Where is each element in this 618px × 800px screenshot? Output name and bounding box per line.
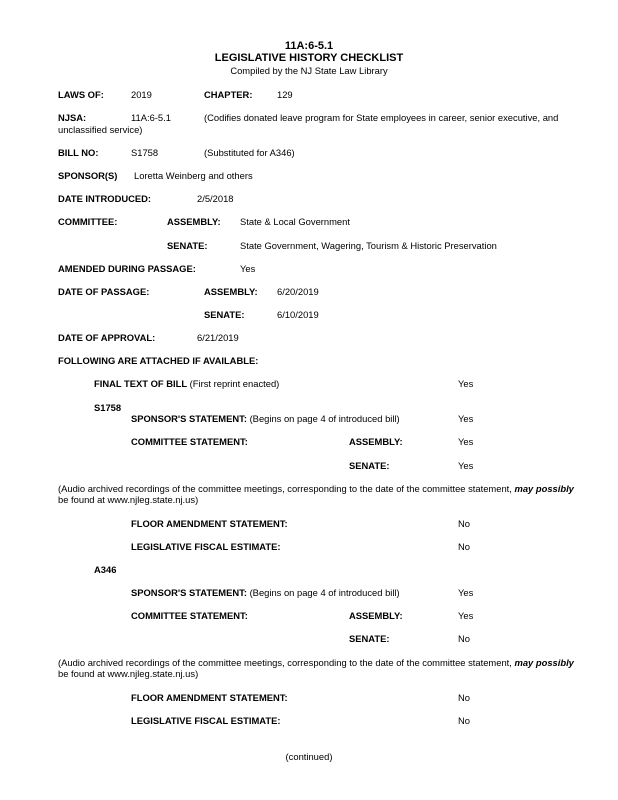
s1758-sponsor-statement [131,413,400,424]
final-text-row [94,378,279,389]
audio-note-text: (Audio archived recordings of the committee meetings, corresponding to the date of the committee statement, [58,483,515,494]
s1758-fiscal-value: No [458,541,470,552]
njsa-description: (Codifies donated leave program for State employees in career, senior executive, and [204,112,559,123]
njsa-value: 11A:6-5.1 [131,112,171,123]
date-introduced-label: DATE INTRODUCED: [58,193,152,204]
passage-senate-label: SENATE: [204,309,245,320]
a346-sponsor-label: SPONSOR'S STATEMENT: [131,587,247,598]
a346-fiscal-label: LEGISLATIVE FISCAL ESTIMATE: [131,715,281,726]
a346-senate-value: No [458,633,470,644]
njsa-label: NJSA: [58,112,87,123]
a346-sponsor-note: (Begins on page 4 of introduced bill) [249,587,400,598]
final-text-label: FINAL TEXT OF BILL [94,378,188,389]
a346-heading: A346 [94,564,117,575]
passage-senate-value: 6/10/2019 [277,309,319,320]
chapter-value: 129 [277,89,293,100]
audio-note-second-link-text: be found at www.njleg.state.nj.us) [58,668,199,680]
bill-no-label: BILL NO: [58,147,99,158]
laws-of-label: LAWS OF: [58,89,104,100]
a346-floor-label: FLOOR AMENDMENT STATEMENT: [131,692,288,703]
s1758-sponsor-value: Yes [458,413,474,424]
a346-assembly-value: Yes [458,610,474,621]
s1758-senate-value: Yes [458,460,474,471]
approval-label: DATE OF APPROVAL: [58,332,156,343]
date-introduced-value: 2/5/2018 [197,193,234,204]
s1758-sponsor-label: SPONSOR'S STATEMENT: [131,413,247,424]
amended-value: Yes [240,263,256,274]
s1758-floor-label: FLOOR AMENDMENT STATEMENT: [131,518,288,529]
attached-heading: FOLLOWING ARE ATTACHED IF AVAILABLE: [58,355,259,366]
laws-of-value: 2019 [131,89,152,100]
bill-substituted: (Substituted for A346) [204,147,295,158]
s1758-committee-label: COMMITTEE STATEMENT: [131,436,248,447]
s1758-fiscal-label: LEGISLATIVE FISCAL ESTIMATE: [131,541,281,552]
final-text-value: Yes [458,378,474,389]
passage-label: DATE OF PASSAGE: [58,286,150,297]
committee-senate-value: State Government, Wagering, Tourism & Historic Preservation [240,240,497,251]
njsa-description-cont: unclassified service) [58,124,143,135]
audio-note [58,483,606,506]
amended-label: AMENDED DURING PASSAGE: [58,263,196,274]
bill-no-value: S1758 [131,147,159,158]
approval-value: 6/21/2019 [197,332,239,343]
document-citation: 11A:6-5.1 [284,40,334,52]
a346-senate-label: SENATE: [349,633,390,644]
a346-floor-value: No [458,692,470,703]
a346-committee-label: COMMITTEE STATEMENT: [131,610,248,621]
passage-assembly-value: 6/20/2019 [277,286,319,297]
sponsors-label: SPONSOR(S) [58,170,118,181]
chapter-label: CHAPTER: [204,89,253,100]
passage-assembly-label: ASSEMBLY: [204,286,258,297]
committee-senate-label: SENATE: [167,240,208,251]
s1758-assembly-label: ASSEMBLY: [349,436,403,447]
audio-note-link-text: be found at www.njleg.state.nj.us) [58,494,199,506]
audio-note-second-text: (Audio archived recordings of the committee meetings, corresponding to the date of the committee statement, [58,657,515,668]
audio-note-second [58,657,606,680]
final-text-note: (First reprint enacted) [189,378,280,389]
a346-fiscal-value: No [458,715,470,726]
a346-assembly-label: ASSEMBLY: [349,610,403,621]
compiled-by: Compiled by the NJ State Law Library [230,65,388,76]
committee-assembly-value: State & Local Government [240,216,350,227]
continued-footer: (continued) [285,751,333,762]
audio-note-emphasis: may possibly [514,483,574,494]
s1758-assembly-value: Yes [458,436,474,447]
document-title: LEGISLATIVE HISTORY CHECKLIST [214,52,404,64]
a346-sponsor-value: Yes [458,587,474,598]
s1758-floor-value: No [458,518,470,529]
committee-label: COMMITTEE: [58,216,118,227]
sponsors-value: Loretta Weinberg and others [134,170,253,181]
audio-note-second-emphasis: may possibly [514,657,574,668]
committee-assembly-label: ASSEMBLY: [167,216,221,227]
s1758-senate-label: SENATE: [349,460,390,471]
a346-sponsor-statement [131,587,400,598]
s1758-heading: S1758 [94,402,122,413]
s1758-sponsor-note: (Begins on page 4 of introduced bill) [249,413,400,424]
